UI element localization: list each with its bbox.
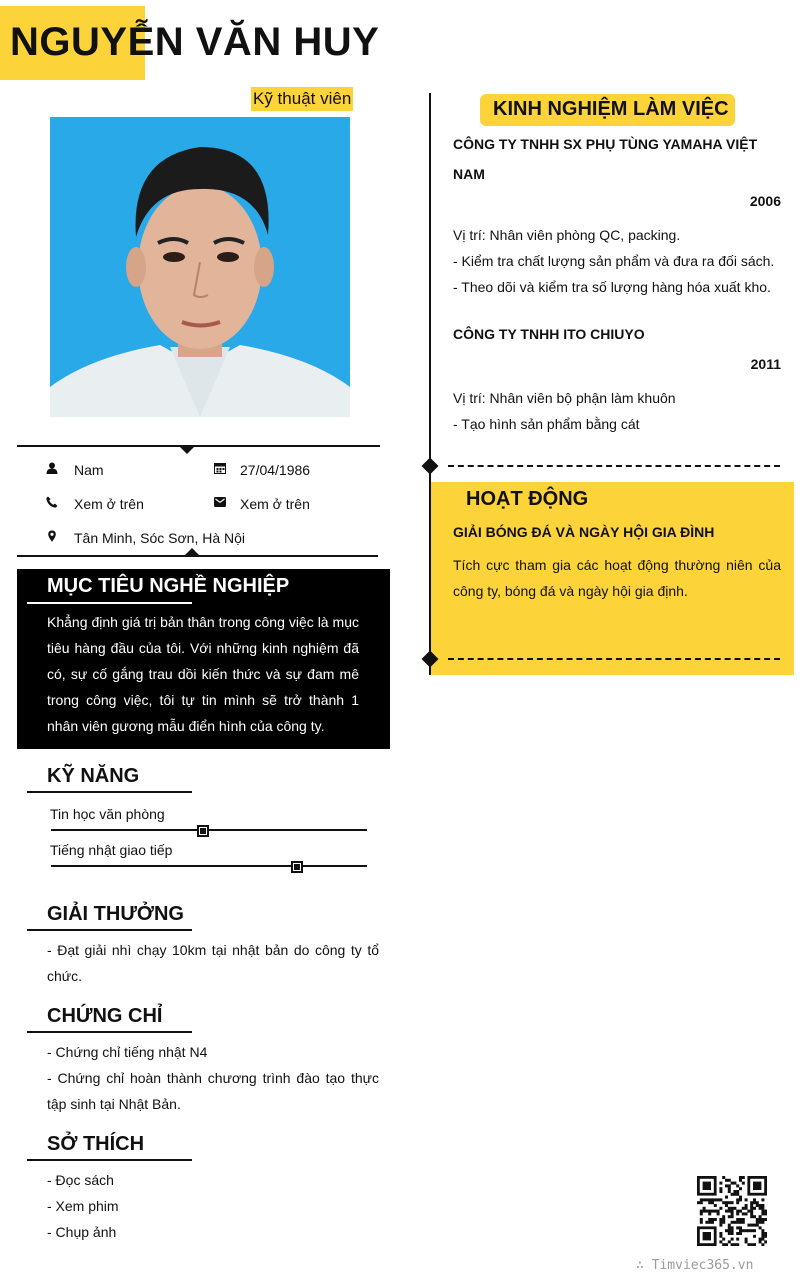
envelope-icon: [214, 496, 226, 508]
map-marker-icon: [46, 530, 58, 542]
awards-title-underline: [27, 929, 192, 931]
watermark: ∴ Timviec365.vn: [636, 1258, 754, 1273]
objective-title: MỤC TIÊU NGHỀ NGHIỆP: [47, 575, 290, 597]
hobbies-title: SỞ THÍCH: [47, 1133, 145, 1155]
info-top-divider: [17, 445, 380, 447]
job-title: Kỹ thuật viên: [251, 87, 353, 111]
job-detail: - Theo dõi và kiểm tra số lượng hàng hóa xuất kho.: [453, 279, 771, 295]
job-detail: - Tạo hình sản phẩm bằng cát: [453, 416, 640, 432]
calendar-icon: [214, 462, 226, 474]
skill-name: Tin học văn phòng: [50, 806, 165, 822]
job-detail: - Kiểm tra chất lượng sản phẩm và đưa ra đối sách.: [453, 253, 775, 269]
skill-bar: [51, 829, 367, 831]
certificate-item: - Chứng chỉ hoàn thành chương trình đào tạo thực tập sinh tại Nhật Bản.: [47, 1070, 379, 1112]
certificates-title: CHỨNG CHỈ: [47, 1005, 163, 1027]
job-year: 2011: [750, 356, 781, 372]
objective-text: Khẳng định giá trị bản thân trong công việc là mục tiêu hàng đầu của tôi. Với những kinh nghiệm đã có, sự cố gắng trau dồi kiến thức và sự đam mê trong công việc, tôi tự tin mình sẽ trở thành 1 nhân viên gương mẫu điển hình của công ty.: [47, 614, 359, 734]
timeline-line-overlay: [429, 482, 431, 675]
hobby-item: - Chụp ảnh: [47, 1224, 117, 1240]
timeline-diamond-icon: [422, 458, 439, 475]
activities-title: HOẠT ĐỘNG: [466, 488, 589, 510]
company-name: CÔNG TY TNHH ITO CHIUYO: [453, 326, 645, 342]
experience-dashed-divider: [448, 465, 780, 467]
skills-title-underline: [27, 791, 192, 793]
hobby-item: - Đọc sách: [47, 1172, 114, 1188]
certificates-title-underline: [27, 1031, 192, 1033]
company-name: CÔNG TY TNHH SX PHỤ TÙNG YAMAHA VIỆT NAM: [453, 136, 758, 182]
activity-text: Tích cực tham gia các hoạt động thường niên của công ty, bóng đá và ngày hội gia định.: [453, 557, 781, 599]
activity-name: GIẢI BÓNG ĐÁ VÀ NGÀY HỘI GIA ĐÌNH: [453, 524, 715, 540]
certificate-item: - Chứng chỉ tiếng nhật N4: [47, 1044, 208, 1060]
job-detail: Vị trí: Nhân viên phòng QC, packing.: [453, 227, 681, 243]
activities-dashed-divider: [448, 658, 780, 660]
skill-name: Tiếng nhật giao tiếp: [50, 842, 173, 858]
candidate-name: NGUYỄN VĂN HUY: [10, 20, 380, 64]
job-year: 2006: [749, 193, 781, 209]
skills-title: KỸ NĂNG: [47, 765, 140, 787]
address-value: Tân Minh, Sóc Sơn, Hà Nội: [74, 530, 246, 546]
user-icon: [46, 462, 58, 474]
email-value[interactable]: Xem ở trên: [240, 496, 310, 512]
hobby-item: - Xem phim: [47, 1198, 119, 1214]
qr-code[interactable]: [697, 1176, 767, 1246]
skill-level-handle[interactable]: [291, 861, 303, 873]
job-detail: Vị trí: Nhân viên bộ phận làm khuôn: [453, 390, 676, 406]
divider-pointer-down-icon: [179, 446, 195, 454]
awards-title: GIẢI THƯỞNG: [47, 903, 184, 925]
birthday-value: 27/04/1986: [240, 462, 311, 478]
awards-text: - Đạt giải nhì chạy 10km tại nhật bản do công ty tổ chức.: [47, 942, 379, 984]
hobbies-title-underline: [27, 1159, 192, 1161]
portrait-illustration: [50, 117, 350, 417]
objective-title-underline: [27, 602, 192, 604]
info-bottom-divider: [17, 555, 378, 557]
phone-value[interactable]: Xem ở trên: [74, 496, 144, 512]
profile-photo: [50, 117, 350, 417]
gender-value: Nam: [74, 462, 104, 478]
phone-icon: [46, 496, 58, 508]
skill-level-handle[interactable]: [197, 825, 209, 837]
experience-title: KINH NGHIỆM LÀM VIỆC: [493, 98, 729, 120]
skill-bar: [51, 865, 367, 867]
